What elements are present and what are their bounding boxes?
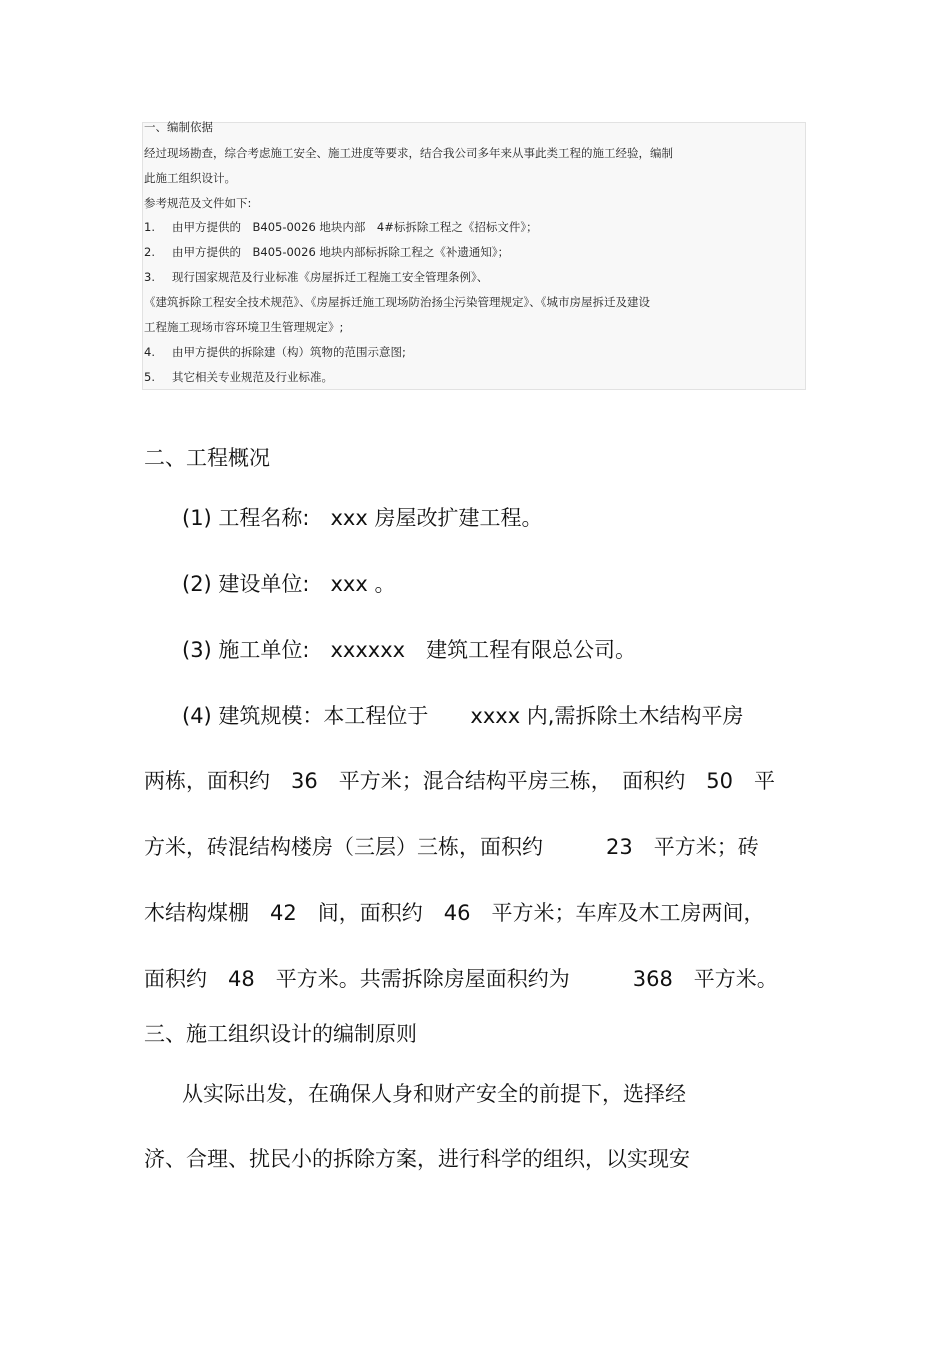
ref-item-text: 由甲方提供的拆除建（构）筑物的范围示意图; xyxy=(172,345,406,359)
scale-line-3: 方米，砖混结构楼房（三层）三栋，面积约 23 平方米；砖 xyxy=(144,835,759,859)
ref-item-3 xyxy=(144,270,488,284)
section1-intro-line2: 此施工组织设计。 xyxy=(144,171,236,185)
scale-line-4: 木结构煤棚 42 间，面积约 46 平方米；车库及木工房两间， xyxy=(144,901,765,925)
section1-intro-line1: 经过现场勘查，综合考虑施工安全、施工进度等要求，结合我公司多年来从事此类工程的施工经验，编制 xyxy=(144,146,673,160)
scale-line-2: 两栋，面积约 36 平方米；混合结构平房三栋， 面积约 50 平 xyxy=(144,769,775,793)
contractor-line: (3) 施工单位: xxxxxx 建筑工程有限总公司。 xyxy=(182,638,637,662)
ref-item-3-cont1: 《建筑拆除工程安全技术规范》、《房屋拆迁施工现场防治扬尘污染管理规定》、《城市房屋拆迁及建设 xyxy=(144,295,650,309)
ref-item-text: 其它相关专业规范及行业标准。 xyxy=(172,370,333,384)
ref-item-number: 2. xyxy=(144,245,155,259)
project-name-line: (1) 工程名称: xxx 房屋改扩建工程。 xyxy=(182,506,543,530)
owner-line: (2) 建设单位: xxx 。 xyxy=(182,572,396,596)
scale-line-1: (4) 建筑规模：本工程位于 xxxx 内,需拆除土木结构平房 xyxy=(182,704,744,728)
ref-item-text: 由甲方提供的 B405-0026 地块内部 4#标拆除工程之《招标文件》； xyxy=(172,220,538,234)
ref-item-3-cont2: 工程施工现场市容环境卫生管理规定》; xyxy=(144,320,344,334)
ref-item-4 xyxy=(144,345,406,359)
ref-item-number: 1. xyxy=(144,220,155,234)
section1-heading: 一、编制依据 xyxy=(144,120,213,134)
ref-item-number: 3. xyxy=(144,270,155,284)
ref-item-number: 4. xyxy=(144,345,155,359)
ref-item-text: 现行国家规范及行业标准《房屋拆迁工程施工安全管理条例》、 xyxy=(172,270,489,284)
ref-item-1 xyxy=(144,220,538,234)
section2-heading: 二、工程概况 xyxy=(144,446,270,470)
ref-item-number: 5. xyxy=(144,370,155,384)
ref-item-5 xyxy=(144,370,333,384)
scale-line-5: 面积约 48 平方米。共需拆除房屋面积约为 368 平方米。 xyxy=(144,967,778,991)
section3-heading: 三、施工组织设计的编制原则 xyxy=(144,1022,417,1046)
ref-item-text: 由甲方提供的 B405-0026 地块内部标拆除工程之《补遗通知》； xyxy=(172,245,510,259)
ref-item-2 xyxy=(144,245,509,259)
principle-line-2: 济、合理、扰民小的拆除方案，进行科学的组织，以实现安 xyxy=(144,1147,690,1171)
section1-ref-intro: 参考规范及文件如下: xyxy=(144,196,252,210)
principle-line-1: 从实际出发，在确保人身和财产安全的前提下，选择经 xyxy=(182,1082,686,1106)
